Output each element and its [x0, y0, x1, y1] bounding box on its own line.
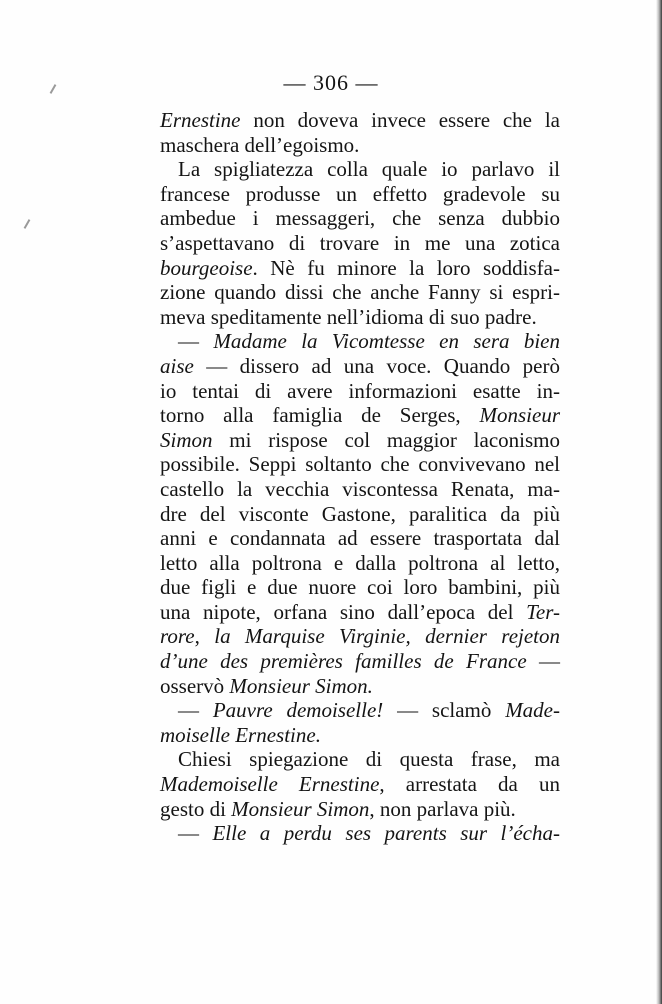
- body-text: [160, 108, 560, 846]
- text-segment: —: [178, 698, 213, 723]
- text-line: [160, 182, 560, 207]
- text-segment: castello la vecchia viscontessa Renata, ma-: [160, 476, 560, 501]
- italic-segment: moiselle Ernestine.: [160, 722, 321, 747]
- text-line: [160, 231, 560, 256]
- text-line: [160, 772, 560, 797]
- text-segment: ,: [194, 624, 215, 649]
- text-line: [160, 477, 560, 502]
- text-segment: due figli e due nuore coi loro bambini, più: [160, 575, 560, 600]
- text-line: [160, 206, 560, 231]
- text-line: [160, 698, 560, 723]
- text-segment: . Nè fu minore la loro soddisfa-: [252, 255, 560, 280]
- italic-segment: Elle a perdu ses parents sur l’écha-: [212, 821, 560, 846]
- text-line: [160, 624, 560, 649]
- margin-speck: [24, 219, 31, 229]
- italic-segment: Pauvre demoiselle!: [212, 698, 384, 723]
- text-segment: possibile. Seppi soltanto che convivevano nel: [160, 452, 560, 477]
- text-segment: mi rispose col maggior laconismo: [212, 427, 560, 452]
- text-segment: io tentai di avere informazioni esatte in-: [160, 378, 560, 403]
- italic-segment: aise: [160, 353, 194, 378]
- text-line: [160, 133, 560, 158]
- italic-segment: Madame la Vicomtesse en sera bien: [213, 329, 560, 354]
- text-segment: —: [526, 649, 561, 674]
- text-line: [160, 674, 560, 699]
- text-line: [160, 354, 560, 379]
- text-line: [160, 797, 560, 822]
- italic-segment: Monsieur: [479, 403, 560, 428]
- text-segment: —: [178, 329, 214, 354]
- text-segment: torno alla famiglia de Serges,: [160, 403, 480, 428]
- text-line: [160, 747, 560, 772]
- italic-segment: rore: [160, 624, 195, 649]
- italic-segment: Made-: [505, 698, 560, 723]
- text-segment: francese produsse un effetto gradevole su: [160, 181, 560, 206]
- text-line: [160, 256, 560, 281]
- italic-segment: Simon: [160, 427, 213, 452]
- text-segment: — sclamò: [383, 698, 506, 723]
- text-line: [160, 575, 560, 600]
- text-line: [160, 329, 560, 354]
- text-segment: , non parlava più.: [369, 796, 516, 821]
- text-line: [160, 821, 560, 846]
- text-line: [160, 403, 560, 428]
- page-number: — 306 —: [283, 70, 379, 95]
- text-line: [160, 157, 560, 182]
- italic-segment: Ernestine: [160, 108, 241, 132]
- text-segment: una nipote, orfana sino dall’epoca del: [160, 599, 527, 624]
- text-line: [160, 379, 560, 404]
- text-line: [160, 526, 560, 551]
- italic-segment: Monsieur Simon: [231, 796, 370, 821]
- text-line: [160, 108, 560, 133]
- text-segment: Chiesi spiegazione di questa frase, ma: [178, 747, 560, 772]
- text-line: [160, 428, 560, 453]
- italic-segment: Monsieur Simon.: [229, 673, 373, 698]
- text-segment: , arrestata da un: [379, 772, 561, 797]
- text-line: [160, 723, 560, 748]
- text-segment: meva speditamente nell’idioma di suo padre.: [160, 304, 537, 329]
- text-segment: maschera dell’egoismo.: [160, 132, 360, 157]
- text-segment: dre del visconte Gastone, paralitica da più: [160, 501, 560, 526]
- text-segment: anni e condannata ad essere trasportata dal: [160, 526, 560, 551]
- italic-segment: Ter-: [526, 599, 560, 624]
- italic-segment: Mademoiselle Ernestine: [160, 772, 380, 797]
- page-edge-shadow: [656, 0, 662, 1004]
- text-line: [160, 551, 560, 576]
- text-segment: s’aspettavano di trovare in me una zotica: [160, 230, 560, 255]
- text-segment: zione quando dissi che anche Fanny si espri-: [160, 280, 560, 305]
- text-line: [160, 452, 560, 477]
- text-segment: ambedue i messaggeri, che senza dubbio: [160, 206, 560, 231]
- text-line: [160, 280, 560, 305]
- italic-segment: d’une des premières familles de France: [160, 649, 527, 674]
- text-line: [160, 649, 560, 674]
- text-line: [160, 305, 560, 330]
- text-segment: letto alla poltrona e dalla poltrona al letto,: [160, 550, 560, 575]
- text-segment: La spigliatezza colla quale io parlavo il: [178, 157, 560, 182]
- text-line: [160, 600, 560, 625]
- text-segment: non doveva invece essere che la: [240, 108, 560, 132]
- italic-segment: la Marquise Virginie, dernier rejeton: [214, 624, 561, 649]
- text-line: [160, 502, 560, 527]
- text-segment: — dissero ad una voce. Quando però: [193, 353, 560, 378]
- italic-segment: bourgeoise: [160, 255, 253, 280]
- text-segment: —: [178, 821, 213, 846]
- text-segment: osservò: [160, 673, 230, 698]
- text-segment: gesto di: [160, 796, 232, 821]
